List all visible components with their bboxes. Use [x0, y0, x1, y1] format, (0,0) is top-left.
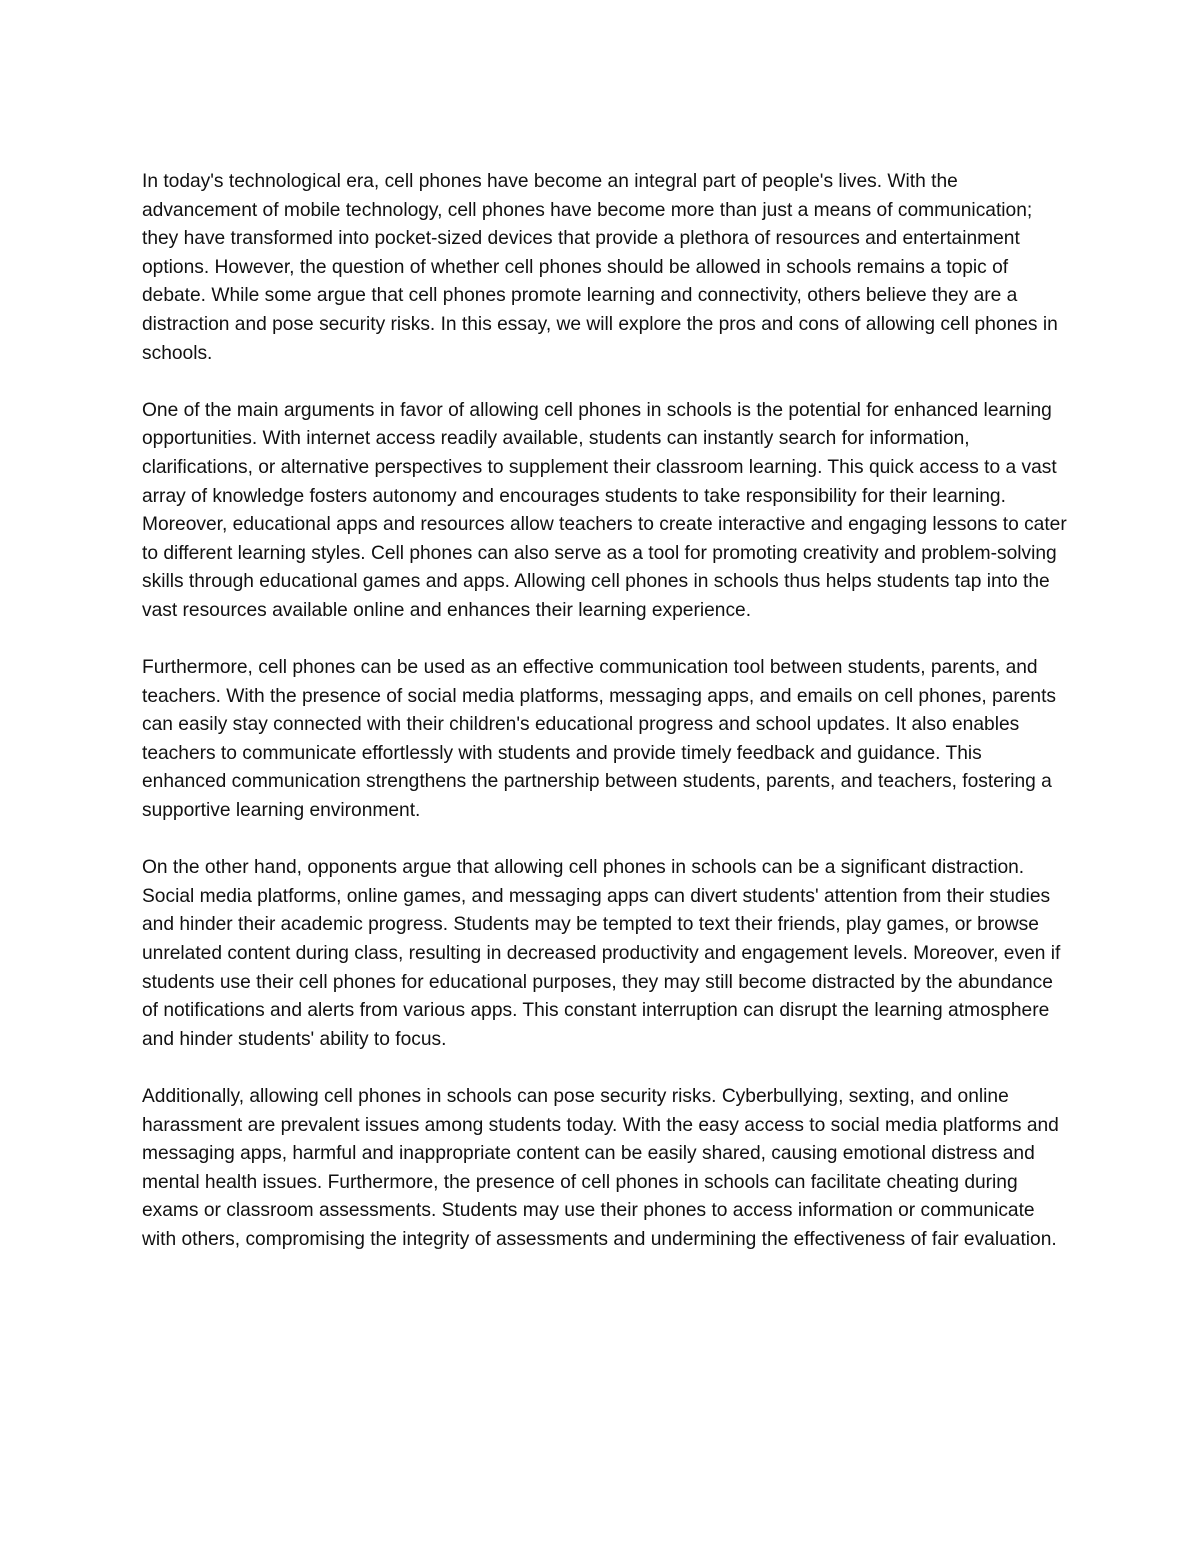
paragraph-security-risks: Additionally, allowing cell phones in schools can pose security risks. Cyberbullying, sexting, and online harassment are prevalent issues among students today. With the easy access to social media platforms and messaging apps, harmful and inappropriate content can be easily shared, causing emotional distress and mental health issues. Furthermore, the presence of cell phones in schools can facilitate cheating during exams or classroom assessments. Students may use their phones to access information or communicate with others, compromising the integrity of assessments and undermining the effectiveness of fair evaluation. — [142, 1086, 1059, 1250]
paragraph-communication: Furthermore, cell phones can be used as an effective communication tool between students, parents, and teachers. With the presence of social media platforms, messaging apps, and emails on cell phones, parents can easily stay connected with their children's educational progress and school updates. It also enables teachers to communicate effortlessly with students and provide timely feedback and guidance. This enhanced communication strengthens the partnership between students, parents, and teachers, fostering a supportive learning environment. — [142, 657, 1057, 822]
paragraph-distraction: On the other hand, opponents argue that allowing cell phones in schools can be a significant distraction. Social media platforms, online games, and messaging apps can divert students' attention from their studies and hinder their academic progress. Students may be tempted to text their friends, play games, or browse unrelated content during class, resulting in decreased productivity and engagement levels. Moreover, even if students use their cell phones for educational purposes, they may still become distracted by the abundance of notifications and alerts from various apps. This constant interruption can disrupt the learning atmosphere and hinder students' ability to focus. — [142, 857, 1061, 1050]
paragraph-introduction: In today's technological era, cell phones have become an integral part of people's lives. With the advancement of mobile technology, cell phones have become more than just a means of communication; they have transformed into pocket-sized devices that provide a plethora of resources and entertainment options. However, the question of whether cell phones should be allowed in schools remains a topic of debate. While some argue that cell phones promote learning and connectivity, others believe they are a distraction and pose security risks. In this essay, we will explore the pros and cons of allowing cell phones in schools. — [142, 171, 1058, 364]
document-body — [142, 168, 1067, 1255]
paragraph-learning-opportunities: One of the main arguments in favor of allowing cell phones in schools is the potential for enhanced learning opportunities. With internet access readily available, students can instantly search for information, clarifications, or alternative perspectives to supplement their classroom learning. This quick access to a vast array of knowledge fosters autonomy and encourages students to take responsibility for their learning. Moreover, educational apps and resources allow teachers to create interactive and engaging lessons to cater to different learning styles. Cell phones can also serve as a tool for promoting creativity and problem-solving skills through educational games and apps. Allowing cell phones in schools thus helps students tap into the vast resources available online and enhances their learning experience. — [142, 399, 1067, 621]
